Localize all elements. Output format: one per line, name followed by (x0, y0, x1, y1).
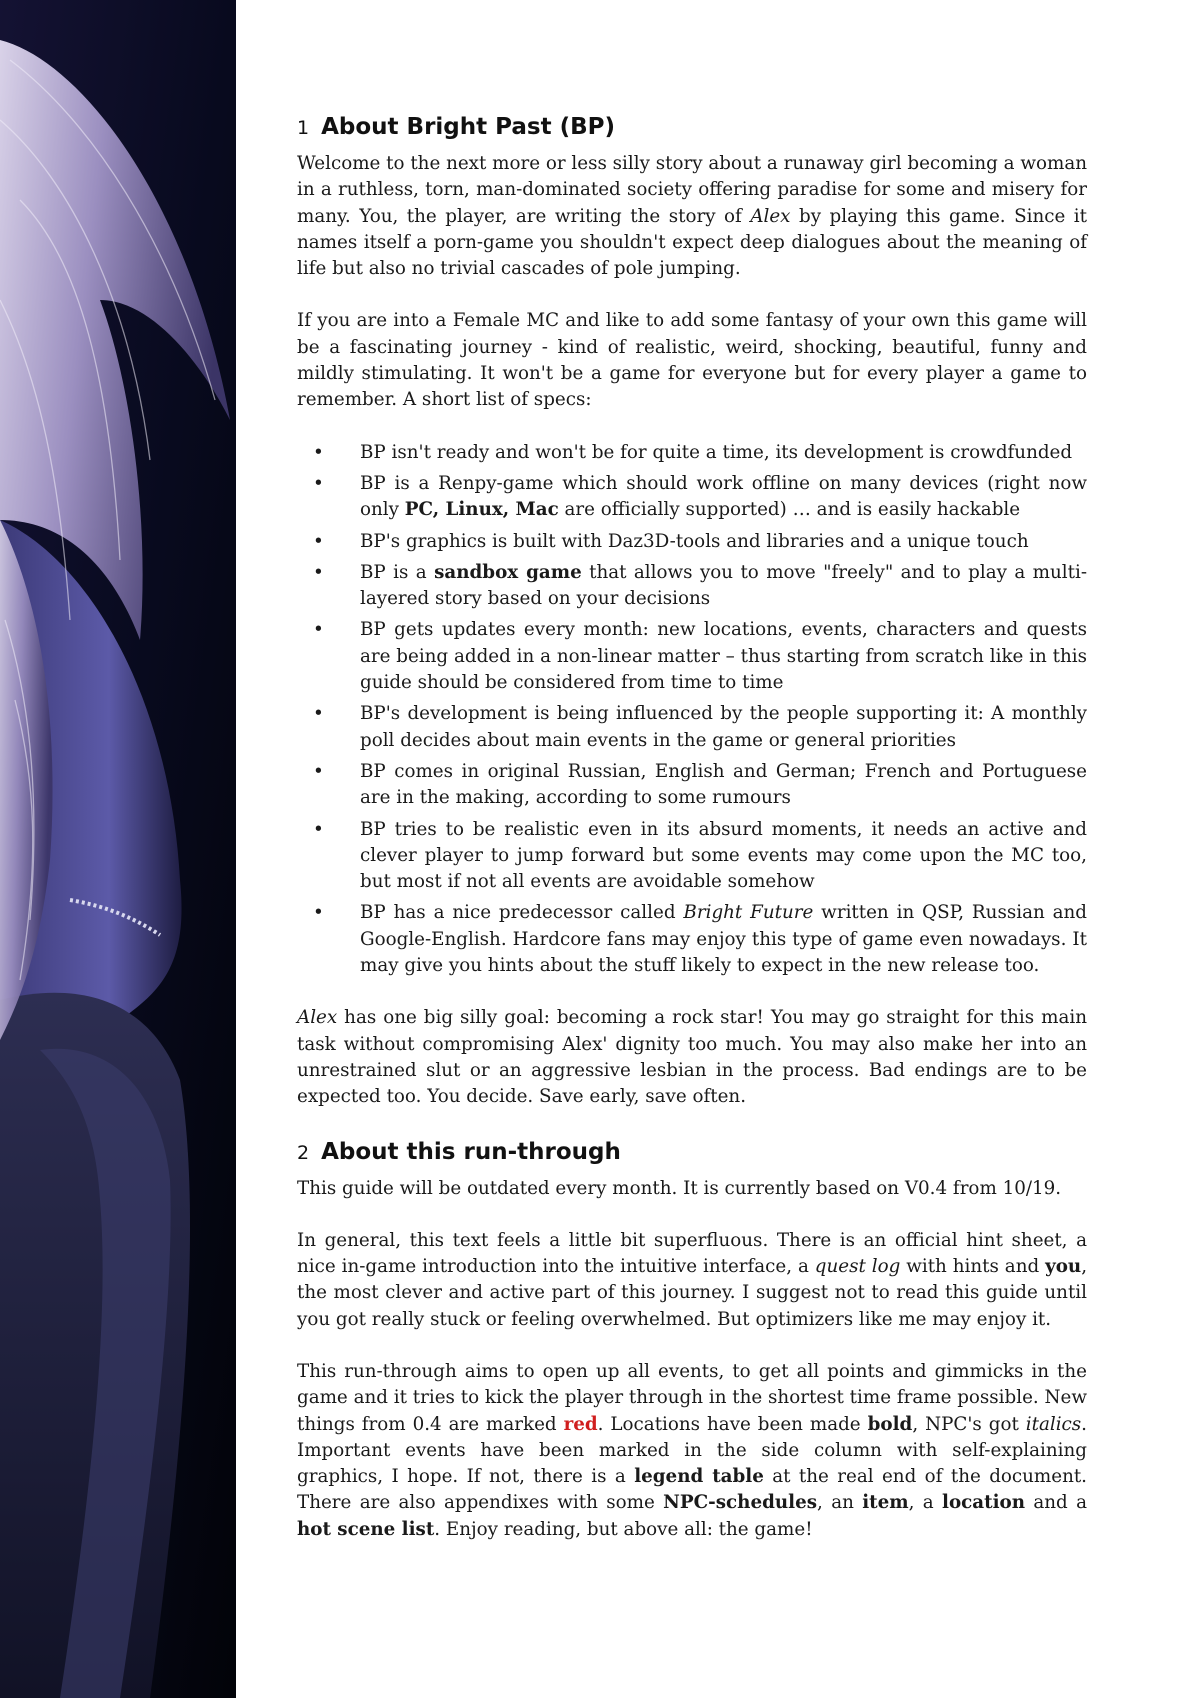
list-item (297, 471, 1087, 524)
text-run: . Important events have been marked in the side column with self-explaining graphics, I hope. If not, there is a (297, 1413, 1087, 1488)
text-run: Welcome to the next more or less silly story about a runaway girl becoming a woman in a ruthless, torn, man-dominated society offering paradise for some and misery for many. You, the player, are writing the story of (297, 153, 1088, 227)
section-2-heading (297, 1137, 1087, 1168)
bold-text: location (942, 1492, 1026, 1514)
list-item: • BP gets updates every month: new locations, events, characters and quests are being added in a non-linear matter – thus starting from scratch like in this guide should be considered from time to time (297, 617, 1087, 696)
side-artwork (0, 0, 236, 1698)
list-item: • BP's graphics is built with Daz3D-tools and libraries and a unique touch (297, 529, 1087, 555)
text-run: with hints and (900, 1256, 1046, 1278)
text-run: has one big silly goal: becoming a rock star! You may go straight for this main task without compromising Alex' dignity too much. You may also make her into an unrestrained slut or an aggressive lesbian in the process. Bad endings are to be expected too. You decide. Save early, save often. (297, 1007, 1087, 1108)
bold-text: PC, Linux, Mac (404, 499, 559, 521)
section-title: About Bright Past (BP) (321, 114, 616, 140)
paragraph-welcome (297, 151, 1087, 282)
paragraph-goal (297, 1005, 1087, 1110)
text-run: written in QSP, Russian and Google-English. Hardcore fans may enjoy this type of game even nowadays. It may give you hints about the stuff likely to expect in the new release too. (360, 902, 1088, 977)
list-item: • BP tries to be realistic even in its absurd moments, it needs an active and clever player to jump forward but some events may come upon the MC too, but most if not all events are avoidable somehow (297, 817, 1087, 896)
italic-text: Bright Future (683, 902, 814, 924)
paragraph-general (297, 1228, 1087, 1333)
list-item: • BP comes in original Russian, English and German; French and Portuguese are in the making, according to some rumours (297, 759, 1087, 812)
text-run: , the most clever and active part of this journey. I suggest not to read this guide until you got really stuck or feeling overwhelmed. But optimizers like me may enjoy it. (297, 1256, 1088, 1330)
bold-text: sandbox game (434, 561, 582, 583)
paragraph-intro: If you are into a Female MC and like to add some fantasy of your own this game will be a fascinating journey - kind of realistic, weird, shocking, beautiful, funny and mildly stimulating. It won't be a game for everyone but for every player a game to remember. A short list of specs: (297, 310, 1087, 411)
bold-text: you (1045, 1256, 1082, 1278)
text-run: , NPC's got (912, 1413, 1026, 1435)
section-title: About this run-through (321, 1138, 621, 1165)
text-run: . Locations have been made (597, 1413, 868, 1435)
text-run: This run-through aims to open up all events, to get all points and gimmicks in the game and it tries to kick the player through in the shortest time frame possible. New things from 0.4 are marked (297, 1360, 1087, 1435)
text-run: BP is a (360, 561, 435, 583)
paragraph-version: This guide will be outdated every month. It is currently based on V0.4 from 10/19. (297, 1177, 1062, 1199)
section-number: 1 (297, 117, 310, 139)
list-item (297, 560, 1087, 613)
red-marker-text: red (563, 1413, 598, 1435)
text-run: , a (908, 1492, 943, 1514)
text-run: and a (1025, 1492, 1088, 1514)
text-run: BP has a nice predecessor called (360, 902, 684, 924)
section-1-heading (297, 112, 1087, 143)
text-run: BP is a Renpy-game which should work offline on many devices (right now only (360, 472, 1087, 521)
italic-text: italics (1025, 1413, 1082, 1435)
text-run: at the real end of the document. There are also appendixes with some (297, 1466, 1087, 1514)
text-run: are officially supported) … and is easily hackable (558, 499, 1021, 521)
bold-text: item (862, 1492, 909, 1514)
text-run: , an (817, 1492, 863, 1514)
list-item (297, 900, 1087, 979)
text-run: . Enjoy reading, but above all: the game! (434, 1518, 813, 1540)
italic-text: quest log (814, 1256, 901, 1278)
list-item: • BP's development is being influenced by the people supporting it: A monthly poll decides about main events in the game or general priorities (297, 701, 1087, 754)
text-run: that allows you to move "freely" and to play a multi-layered story based on your decisions (360, 561, 1087, 610)
bold-text: legend table (634, 1466, 764, 1488)
bold-text: hot scene list (297, 1518, 435, 1540)
document-body (297, 112, 1087, 1569)
list-item: • BP isn't ready and won't be for quite a time, its development is crowdfunded (297, 440, 1087, 466)
bold-text: bold (867, 1413, 913, 1435)
bold-text: NPC-schedules (663, 1492, 818, 1514)
section-number: 2 (297, 1141, 310, 1164)
npc-name: Alex (750, 205, 791, 227)
npc-name: Alex (297, 1007, 338, 1029)
text-run: by playing this game. Since it names itself a porn-game you shouldn't expect deep dialogues about the meaning of life but also no trivial cascades of pole jumping. (297, 205, 1087, 280)
hair-portrait-art-icon (0, 0, 236, 1698)
specs-list (297, 440, 1087, 980)
paragraph-runthrough (297, 1359, 1087, 1543)
text-run: In general, this text feels a little bit superfluous. There is an official hint sheet, a nice in-game introduction into the intuitive interface, a (297, 1229, 1087, 1278)
